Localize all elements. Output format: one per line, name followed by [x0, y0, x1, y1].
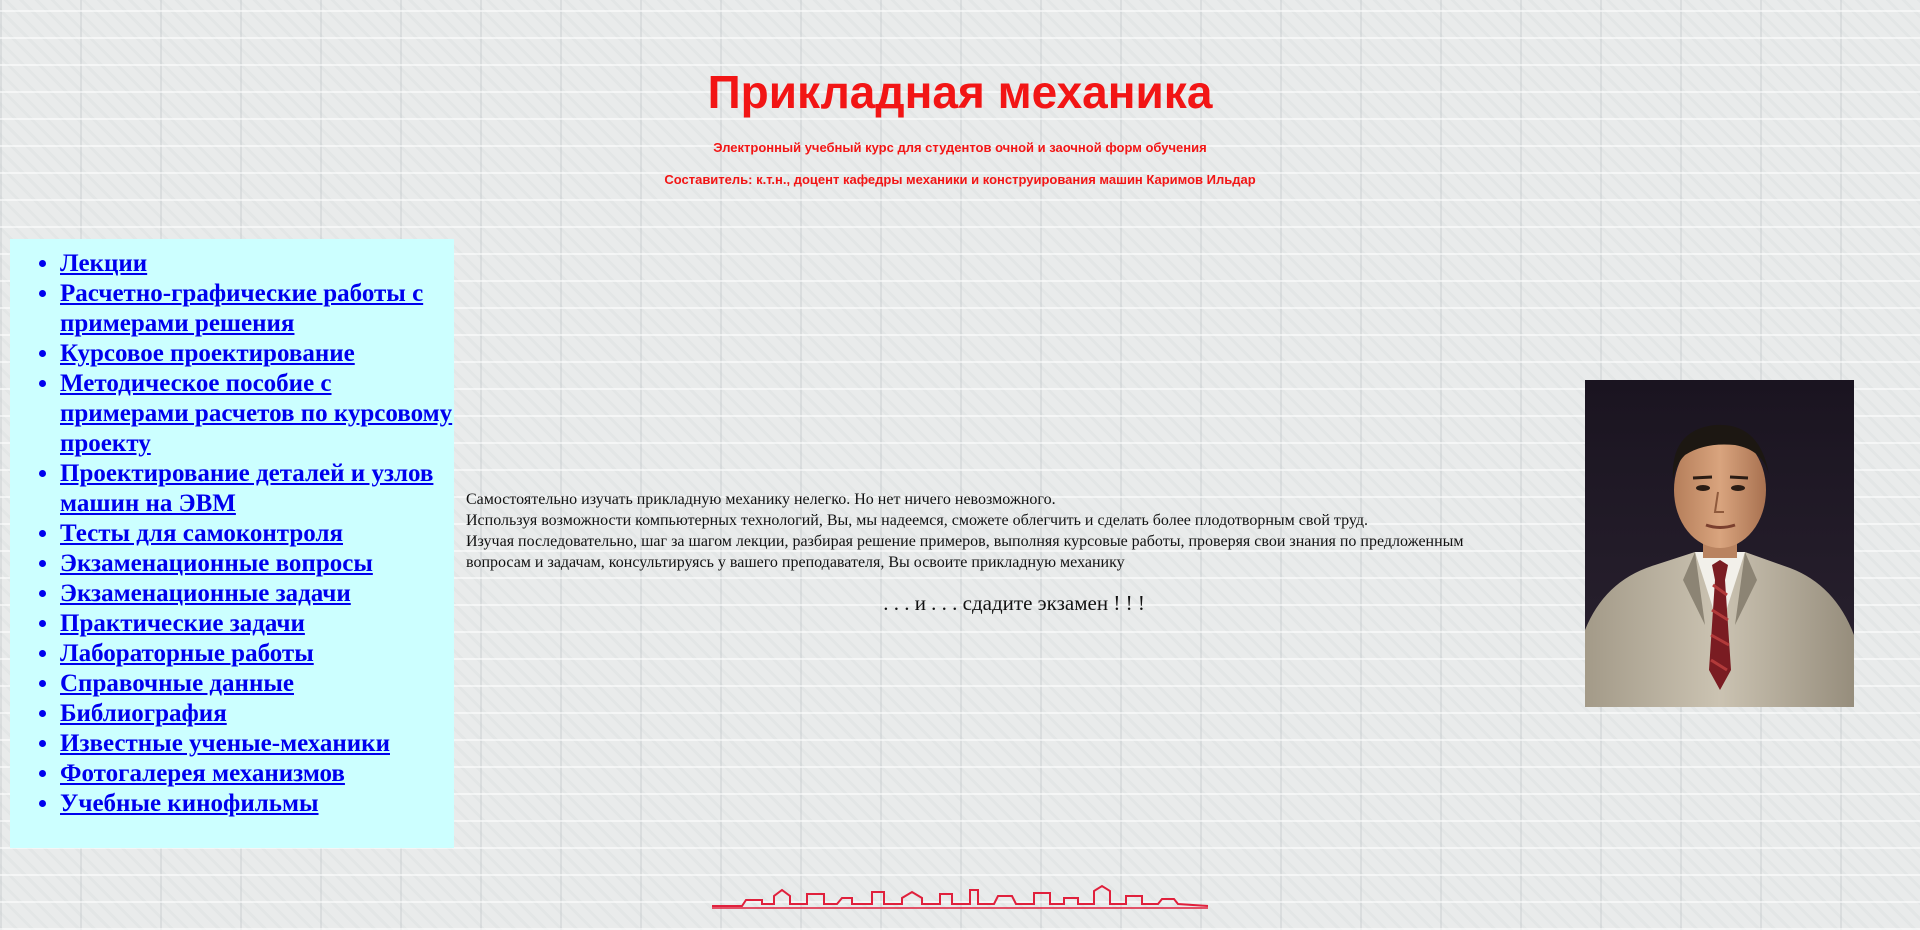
nav-item-graphic-works: [60, 279, 454, 339]
nav-item-films: [60, 789, 454, 819]
intro-line-2: Используя возможности компьютерных технологий, Вы, мы надеемся, сможете облегчить и сделать более плодотворным свой труд.: [466, 512, 1369, 529]
nav-item-practical-problems: [60, 609, 454, 639]
intro-text: [466, 489, 1506, 573]
portrait-image: [1585, 380, 1854, 707]
nav-link-practical-problems[interactable]: Практические задачи: [60, 610, 305, 637]
nav-item-exam-questions: [60, 549, 454, 579]
page-title: Прикладная механика: [707, 66, 1213, 118]
page-header: [0, 62, 1920, 189]
intro-line-3: Изучая последовательно, шаг за шагом лекции, разбирая решение примеров, выполняя курсовые работы, проверяя свои знания по предложенным вопросам и задачам, консультируясь у вашего преподавателя, Вы освоите прикладную механику: [466, 533, 1464, 571]
nav-link-course-design[interactable]: Курсовое проектирование: [60, 340, 355, 367]
nav-link-lab-works[interactable]: Лабораторные работы: [60, 640, 314, 667]
nav-item-reference-data: [60, 669, 454, 699]
nav-link-self-tests[interactable]: Тесты для самоконтроля: [60, 520, 344, 547]
intro-line-1: Самостоятельно изучать прикладную механику нелегко. Но нет ничего невозможного.: [466, 491, 1056, 508]
nav-link-films[interactable]: Учебные кинофильмы: [60, 790, 319, 817]
nav-item-photo-gallery: [60, 759, 454, 789]
nav-link-famous-scientists[interactable]: Известные ученые-механики: [60, 730, 390, 757]
nav-link-photo-gallery[interactable]: Фотогалерея механизмов: [60, 760, 345, 787]
navigation-panel: [10, 239, 454, 848]
nav-link-exam-questions[interactable]: Экзаменационные вопросы: [60, 550, 373, 577]
nav-item-computer-design: [60, 459, 454, 519]
nav-item-bibliography: [60, 699, 454, 729]
nav-link-reference-data[interactable]: Справочные данные: [60, 670, 294, 697]
nav-item-lab-works: [60, 639, 454, 669]
author-portrait: [1585, 380, 1854, 707]
closing-line: . . . и . . . сдадите экзамен ! ! !: [883, 591, 1145, 615]
nav-link-bibliography[interactable]: Библиография: [60, 700, 227, 727]
author-line: Составитель: к.т.н., доцент кафедры механики и конструирования машин Каримов Ильдар: [664, 172, 1256, 187]
navigation-list: [10, 249, 454, 819]
nav-item-exam-problems: [60, 579, 454, 609]
nav-link-graphic-works[interactable]: Расчетно-графические работы с примерами решения: [60, 280, 424, 337]
nav-item-lectures: [60, 249, 454, 279]
nav-link-lectures[interactable]: Лекции: [60, 250, 148, 277]
nav-link-method-guide[interactable]: Методическое пособие с примерами расчетов по курсовому проекту: [60, 370, 453, 457]
nav-item-self-tests: [60, 519, 454, 549]
skyline-ornament: [712, 884, 1208, 910]
nav-link-computer-design[interactable]: Проектирование деталей и узлов машин на ЭВМ: [60, 460, 434, 517]
nav-item-method-guide: [60, 369, 454, 459]
nav-link-exam-problems[interactable]: Экзаменационные задачи: [60, 580, 351, 607]
nav-item-famous-scientists: [60, 729, 454, 759]
skyline-divider: [712, 884, 1208, 910]
nav-item-course-design: [60, 339, 454, 369]
page-subtitle: Электронный учебный курс для студентов очной и заочной форм обучения: [713, 140, 1207, 155]
